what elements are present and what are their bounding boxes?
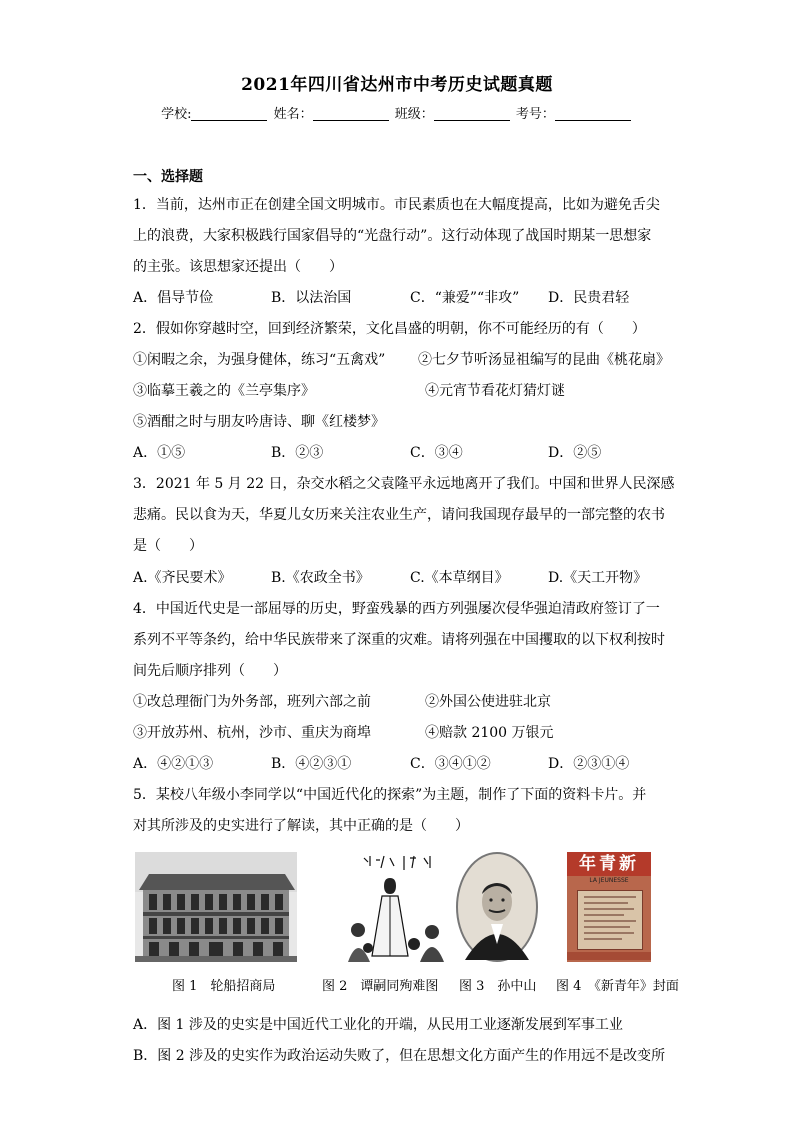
figure-1-image (135, 852, 297, 962)
q4-option-a: A．④②①③ (133, 756, 214, 772)
q3-option-c: C.《本草纲目》 (410, 570, 509, 586)
q1-line: 上的浪费，大家积极践行国家倡导的“光盘行动”。这行动体现了战国时期某一思想家 (133, 228, 652, 244)
magazine-title: 年青新 (567, 852, 651, 876)
figure-4-caption: 图 4 《新青年》封面 (556, 979, 679, 994)
class-label: 班级： (394, 107, 434, 122)
q5-line: 5．某校八年级小李同学以“中国近代化的探索”为主题，制作了下面的资料卡片。并 (133, 787, 647, 803)
figure-2-caption: 图 2 谭嗣同殉难图 (322, 979, 439, 994)
q4-option-b: B．④②③① (271, 756, 352, 772)
magazine-subtitle: LA JEUNESSE (589, 877, 629, 884)
q1-option-a: A．倡导节俭 (133, 290, 214, 306)
q1-line: 的主张。该思想家还提出（ ） (133, 259, 343, 275)
number-blank[interactable] (555, 106, 631, 121)
magazine-footer (567, 952, 651, 960)
q4-line: 间先后顺序排列（ ） (133, 663, 287, 679)
q4-line: 系列不平等条约，给中华民族带来了深重的灾难。请将列强在中国攫取的以下权利按时 (133, 632, 665, 648)
q2-line: 2．假如你穿越时空，回到经济繁荣，文化昌盛的明朝，你不可能经历的有（ ） (133, 321, 646, 337)
name-label: 姓名： (273, 107, 313, 122)
q3-option-d: D.《天工开物》 (548, 570, 648, 586)
q4-option-d: D．②③①④ (548, 756, 630, 772)
q2-option-d: D．②⑤ (548, 445, 602, 461)
q1-option-d: D．民贵君轻 (548, 290, 630, 306)
q2-option-c: C．③④ (410, 445, 463, 461)
school-label: 学校: (161, 107, 192, 122)
q2-option-a: A．①⑤ (133, 445, 186, 461)
q1-line: 1．当前，达州市正在创建全国文明城市。市民素质也在大幅度提高，比如为避免舌尖 (133, 197, 660, 213)
figure-2-image (344, 852, 448, 962)
student-info-row (0, 103, 794, 122)
q3-option-b: B.《农政全书》 (271, 570, 370, 586)
q1-option-c: C．“兼爱”“非攻” (410, 290, 520, 306)
q2-item: ③临摹王羲之的《兰亭集序》 (133, 383, 315, 399)
q4-option-c: C．③④①② (410, 756, 491, 772)
q4-item: ④赔款 2100 万银元 (425, 725, 554, 741)
q2-item: ⑤酒酣之时与朋友吟唐诗、聊《红楼梦》 (133, 414, 385, 430)
q5-option-b: B．图 2 涉及的史实作为政治运动失败了，但在思想文化方面产生的作用远不是改变所 (133, 1048, 666, 1064)
class-blank[interactable] (434, 106, 510, 121)
school-blank[interactable] (191, 106, 267, 121)
figure-3-caption: 图 3 孙中山 (459, 979, 537, 994)
q4-line: 4．中国近代史是一部屈辱的历史，野蛮残暴的西方列强屡次侵华强迫清政府签订了一 (133, 601, 660, 617)
section-heading: 一、选择题 (133, 169, 203, 185)
q5-line: 对其所涉及的史实进行了解读，其中正确的是（ ） (133, 818, 469, 834)
q5-option-a: A．图 1 涉及的史实是中国近代工业化的开端，从民用工业逐渐发展到军事工业 (133, 1017, 623, 1033)
q4-item: ③开放苏州、杭州，沙市、重庆为商埠 (133, 725, 371, 741)
q1-option-b: B．以法治国 (271, 290, 352, 306)
q3-line: 悲痛。民以食为天，华夏儿女历来关注农业生产，请问我国现存最早的一部完整的农书 (133, 507, 665, 523)
q2-item: ④元宵节看花灯猜灯谜 (425, 383, 565, 399)
figure-3-portrait (455, 852, 539, 962)
q4-item: ②外国公使进驻北京 (425, 694, 551, 710)
q3-line: 是（ ） (133, 538, 203, 554)
page-title: 2021年四川省达州市中考历史试题真题 (241, 75, 553, 95)
q2-item: ②七夕节听汤显祖编写的昆曲《桃花扇》 (418, 352, 670, 368)
q3-line: 3．2021 年 5 月 22 日，杂交水稻之父袁隆平永远地离开了我们。中国和世界人民深感 (133, 476, 675, 492)
figure-1-caption: 图 1 轮船招商局 (172, 979, 276, 994)
q2-item: ①闲暇之余，为强身健体，练习“五禽戏” (133, 352, 386, 368)
q2-option-b: B．②③ (271, 445, 324, 461)
figure-4-magazine-cover (567, 852, 651, 962)
q4-item: ①改总理衙门为外务部，班列六部之前 (133, 694, 371, 710)
magazine-contents-block (577, 890, 643, 950)
number-label: 考号： (515, 107, 555, 122)
q3-option-a: A.《齐民要术》 (133, 570, 232, 586)
name-blank[interactable] (313, 106, 389, 121)
